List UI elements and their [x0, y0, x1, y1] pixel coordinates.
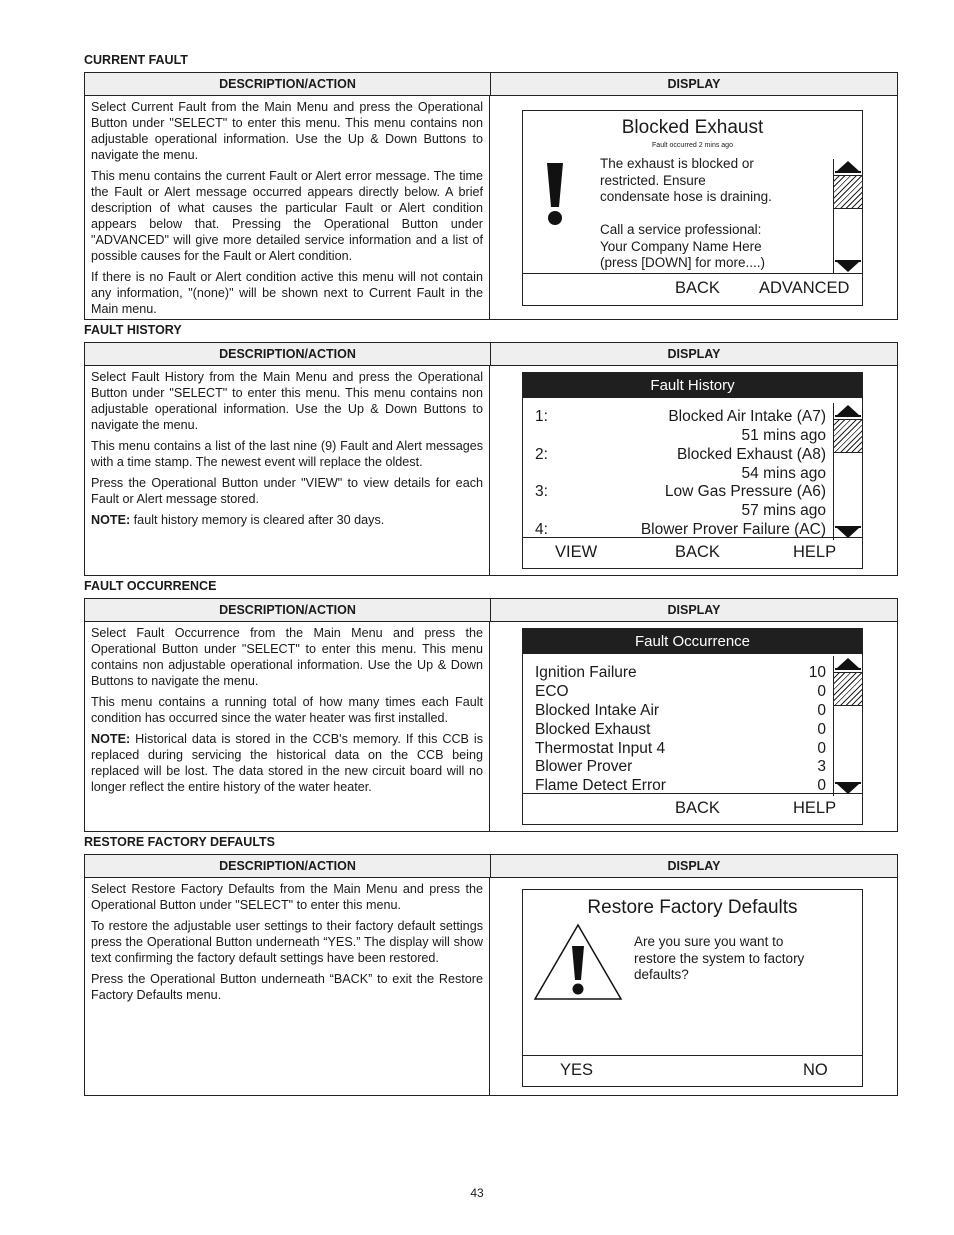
message-line: Call a service professional:: [600, 222, 762, 237]
soft-button-bar: [523, 793, 862, 824]
scroll-up-icon[interactable]: [837, 161, 859, 171]
lcd-screen: [522, 628, 863, 825]
header-display: DISPLAY: [667, 603, 721, 617]
message-line: [600, 206, 772, 223]
lcd-screen: [522, 110, 863, 306]
table-header: [85, 343, 897, 366]
table-header: [85, 599, 897, 622]
exclamation-icon: [543, 161, 567, 227]
scroll-thumb[interactable]: [834, 419, 862, 453]
screen-title: Fault Occurrence: [523, 629, 862, 654]
message-line: condensate hose is draining.: [600, 189, 772, 204]
header-description: DESCRIPTION/ACTION: [85, 599, 491, 621]
scroll-down-icon[interactable]: [837, 262, 859, 272]
section-title-fault-occurrence: FAULT OCCURRENCE: [84, 579, 217, 593]
scroll-thumb[interactable]: [834, 672, 862, 706]
header-description: DESCRIPTION/ACTION: [85, 855, 491, 877]
help-button[interactable]: HELP: [793, 799, 837, 817]
scroll-thumb[interactable]: [834, 175, 862, 209]
back-button[interactable]: BACK: [675, 279, 720, 297]
screen-subtitle: Fault occurred 2 mins ago: [652, 142, 733, 149]
scrollbar[interactable]: [833, 159, 862, 274]
list-item[interactable]: Flame Detect Error 0: [535, 777, 826, 794]
list-item-time: 57 mins ago: [741, 502, 826, 519]
paragraph: This menu contains a list of the last nine (9) Fault and Alert messages with a time stamp. The newest event will replace the oldest.: [91, 439, 483, 469]
note-text: fault history memory is cleared after 30 days.: [130, 513, 385, 527]
advanced-button[interactable]: ADVANCED: [759, 279, 850, 297]
current-fault-display: [491, 96, 897, 319]
section-title-restore-defaults: RESTORE FACTORY DEFAULTS: [84, 835, 275, 849]
fault-history-table: [84, 342, 898, 576]
scroll-up-icon[interactable]: [837, 658, 859, 668]
list-item[interactable]: 4: Blower Prover Failure (AC): [535, 521, 826, 538]
paragraph: Select Fault History from the Main Menu and press the Operational Button under "SELECT" to enter this menu. This menu contains non adjustable operational information. Use the Up & Down Buttons to navigate the menu.: [91, 370, 483, 432]
table-header: [85, 73, 897, 96]
message-line: The exhaust is blocked or: [600, 156, 754, 171]
table-header: [85, 855, 897, 878]
help-button[interactable]: HELP: [793, 543, 837, 561]
no-button[interactable]: NO: [803, 1061, 828, 1079]
soft-button-bar: [523, 273, 862, 305]
message-line: Are you sure you want to: [634, 934, 784, 949]
note: [91, 731, 483, 795]
paragraph: Select Restore Factory Defaults from the Main Menu and press the Operational Button under "SELECT" to enter this menu.: [91, 882, 483, 912]
message-line: (press [DOWN] for more....): [600, 255, 766, 270]
header-display: DISPLAY: [667, 347, 721, 361]
list-item[interactable]: Blower Prover 3: [535, 758, 826, 775]
header-description: DESCRIPTION/ACTION: [85, 343, 491, 365]
confirm-message: [634, 934, 804, 984]
current-fault-table: [84, 72, 898, 320]
soft-button-bar: [523, 1055, 862, 1086]
scroll-up-icon[interactable]: [837, 405, 859, 415]
list-item[interactable]: 2: Blocked Exhaust (A8): [535, 446, 826, 463]
fault-occurrence-table: [84, 598, 898, 832]
paragraph: If there is no Fault or Alert condition active this menu will not contain any information, "(none)" will be shown next to Current Fault in the Main menu.: [91, 270, 483, 316]
note: [91, 512, 483, 528]
section-title-current-fault: CURRENT FAULT: [84, 53, 188, 67]
list-item[interactable]: 3: Low Gas Pressure (A6): [535, 483, 826, 500]
fault-history-display: [491, 366, 897, 575]
restore-defaults-table: [84, 854, 898, 1096]
lcd-screen: [522, 889, 863, 1087]
screen-title: Restore Factory Defaults: [587, 897, 798, 918]
lcd-screen: [522, 372, 863, 569]
message-line: defaults?: [634, 967, 689, 982]
paragraph: This menu contains the current Fault or Alert error message. The time the Fault or Alert message occurred appears directly below. A brief description of what causes the particular Fault or Alert condition appears below that. Pressing the Operational Button under "ADVANCED" will give more detailed service information and a list of possible causes for the Fault or Alert condition.: [91, 169, 483, 263]
list-item[interactable]: Blocked Exhaust 0: [535, 721, 826, 738]
view-button[interactable]: VIEW: [555, 543, 598, 561]
note-text: Historical data is stored in the CCB's memory. If this CCB is replaced during servicing the historical data on the CCB being replaced will be lost. The data stored in the new circuit board will no longer reflect the entire history of the water heater.: [91, 732, 483, 794]
list-item-time: 54 mins ago: [741, 465, 826, 482]
list-item[interactable]: 1: Blocked Air Intake (A7): [535, 408, 826, 425]
back-button[interactable]: BACK: [675, 543, 720, 561]
message-line: Your Company Name Here: [600, 238, 762, 254]
list-item[interactable]: Thermostat Input 4 0: [535, 740, 826, 757]
paragraph: This menu contains a running total of how many times each Fault condition has occurred since the water heater was first installed.: [91, 695, 483, 725]
restore-defaults-description: [85, 878, 490, 1095]
list-item-time: 51 mins ago: [741, 427, 826, 444]
paragraph: Select Fault Occurrence from the Main Menu and press the Operational Button under "SELECT" to enter this menu. This menu contains non adjustable operational information. Use the Up & Down Buttons to navigate the menu.: [91, 626, 483, 688]
message-line: restore the system to factory: [634, 950, 805, 966]
list-item[interactable]: Ignition Failure 10: [535, 664, 826, 681]
fault-occurrence-display: [491, 622, 897, 831]
list-item[interactable]: ECO 0: [535, 683, 826, 700]
header-description: DESCRIPTION/ACTION: [85, 73, 491, 95]
paragraph: Press the Operational Button under "VIEW" to view details for each Fault or Alert message stored.: [91, 476, 483, 506]
page-number: 43: [470, 1186, 484, 1200]
scrollbar[interactable]: [833, 403, 862, 540]
soft-button-bar: [523, 537, 862, 568]
paragraph: To restore the adjustable user settings to their factory default settings press the Operational Button underneath “YES.” The display will show text confirming the factory default settings have been restored.: [91, 919, 483, 965]
fault-occurrence-description: [85, 622, 490, 831]
paragraph: Select Current Fault from the Main Menu and press the Operational Button under "SELECT" to enter this menu. This menu contains non adjustable operational information. Use the Up & Down Buttons to navigate the menu.: [91, 100, 483, 162]
header-display: DISPLAY: [667, 859, 721, 873]
scrollbar[interactable]: [833, 656, 862, 796]
warning-icon: [532, 922, 624, 1002]
current-fault-description: [85, 96, 490, 319]
fault-history-description: [85, 366, 490, 575]
list-item[interactable]: Blocked Intake Air 0: [535, 702, 826, 719]
message-line: restricted. Ensure: [600, 172, 706, 188]
section-title-fault-history: FAULT HISTORY: [84, 323, 182, 337]
note-label: NOTE:: [91, 513, 131, 527]
yes-button[interactable]: YES: [560, 1061, 594, 1079]
screen-title: Fault History: [523, 373, 862, 398]
restore-defaults-display: [491, 878, 897, 1095]
note-label: NOTE:: [91, 732, 131, 746]
fault-message: [600, 156, 772, 272]
back-button[interactable]: BACK: [675, 799, 720, 817]
screen-title: Blocked Exhaust: [621, 117, 764, 138]
paragraph: Press the Operational Button underneath “BACK” to exit the Restore Factory Defaults menu.: [91, 972, 483, 1002]
header-display: DISPLAY: [667, 77, 721, 91]
